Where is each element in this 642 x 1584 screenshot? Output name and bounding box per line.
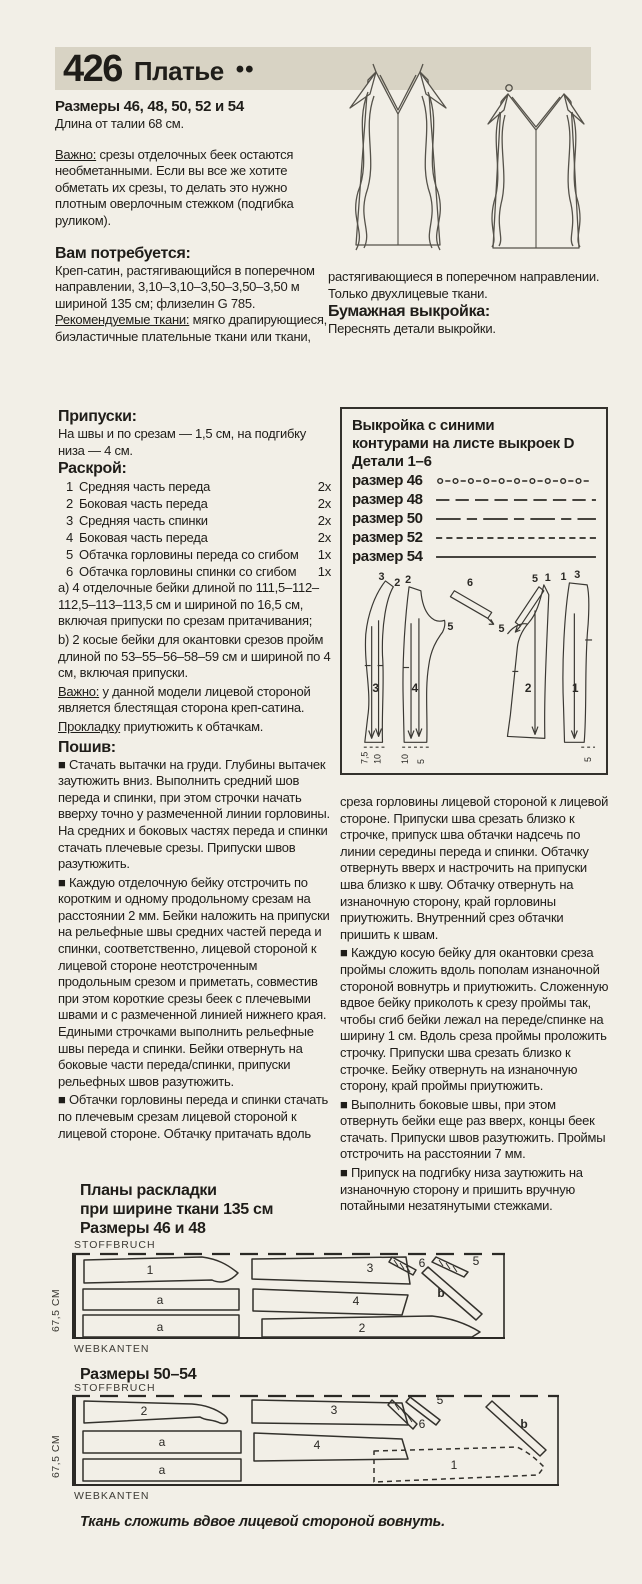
cut-item-qty: 1x [317, 564, 331, 580]
piece-number: 1 [572, 681, 579, 696]
layout-piece-label: 1 [146, 1263, 154, 1277]
size-label: размер 48 [352, 491, 423, 508]
layout-piece-label: a [158, 1435, 166, 1449]
important-label: Важно: [55, 146, 97, 162]
layout-piece-label: 2 [140, 1404, 148, 1418]
pattern-number: 426 [63, 47, 122, 90]
sewing-step: ■ Стачать вытачки на груди. Глубины вытачек заутюжить вниз. Выполнить средний шов переда и спинки, при этом строчки начать вверху точно у размеченной линии горловины. На средних и боковых частях переда и спинки стачать плечевые срезы. Припуски швов разутюжить. [58, 756, 330, 872]
size-legend-row [352, 509, 598, 528]
layouts-subtitle: при ширине ткани 135 см [80, 1201, 274, 1218]
size-48-linestyle-icon [434, 494, 598, 506]
fabric-width-label: 67,5 CM [50, 1434, 62, 1478]
neck-facing-label: 5 [447, 621, 454, 634]
size-46-linestyle-icon [434, 475, 598, 487]
cut-item-qty: 2x [317, 479, 331, 495]
fabrics-text: мягко драпирующиеся, биэластичные плательные ткани или ткани, [55, 312, 328, 344]
pattern-sheet-title: Выкройка с синими [352, 417, 495, 434]
size-legend-row [352, 471, 598, 490]
sewing-step: ■ Обтачки горловины переда и спинки стачать по плечевым срезам лицевой стороной к лицевой стороне. Обтачку притачать вдоль [58, 1092, 329, 1141]
piece-top-label: 3 [378, 570, 385, 583]
size-label: размер 50 [352, 510, 423, 527]
size-52-linestyle-icon [434, 532, 598, 544]
plan1-sizes: Размеры 46 и 48 [80, 1220, 206, 1237]
sewing-step: ■ Каждую косую бейку для окантовки среза проймы сложить вдоль пополам изнаночной стороной вовнутрь и приутюжить. Сложенную вдвое бейку приколоть к срезу проймы так, чтобы сгиб бейки лежал на переде/спинке на ширину 1 см. Вдоль среза проймы проложить строчку. Припуски шва срезать близко к строчке. Бейку отвернуть на изнаночную сторону, край проймы приутюжить. [340, 945, 609, 1094]
layout-piece-label: a [156, 1320, 164, 1334]
sewing-step: ■ Выполнить боковые швы, при этом отвернуть бейки еще раз вверх, концы беек стачать. Припуски швов разутюжить. Проймы отстрочить на расстоянии 7 мм. [340, 1096, 606, 1162]
plan2-sizes: Размеры 50–54 [80, 1366, 197, 1383]
cut-item-name: Обтачка горловины спинки со сгибом [79, 564, 297, 580]
cut-item-name: Боковая часть переда [79, 530, 208, 546]
fabric-width-label: 67,5 CM [50, 1288, 62, 1332]
fold-edge-label: STOFFBRUCH [74, 1382, 156, 1394]
hem-measure-label: 10 [400, 754, 411, 764]
pattern-pieces-diagram [352, 569, 598, 773]
piece-number: 4 [411, 681, 419, 696]
cut-item-name: Средняя часть спинки [79, 513, 208, 529]
cut-list-row [58, 512, 331, 529]
important-text: срезы отделочных беек остаются необметанными. Если вы все же хотите обметать их срезы, то делать это нужно плотным оверлочным стежком (подгибка руликом). [55, 146, 294, 228]
piece-top-label: 2 [394, 576, 401, 589]
cut-item-number: 4 [66, 530, 73, 546]
size-label: размер 52 [352, 529, 423, 546]
important-label: Важно: [58, 683, 100, 699]
selvage-label: WEBKANTEN [74, 1343, 150, 1355]
size-54-linestyle-icon [434, 551, 598, 563]
layout-piece-label: 6 [418, 1256, 426, 1270]
strip-6-label: 6 [467, 576, 474, 589]
instructions-right-column [340, 794, 611, 1217]
fabric-fold-note: Ткань сложить вдвое лицевой стороной вовнуть. [80, 1514, 445, 1530]
cut-item-qty: 2x [317, 530, 331, 546]
layout-piece-label: 1 [450, 1458, 458, 1472]
layout-piece-label: 5 [436, 1394, 444, 1407]
bias-note-a: a) 4 отделочные бейки длиной по 111,5–112–112,5–113–113,5 см и шириной по 16,5 см, включая припуски по срезам притачивания; [58, 580, 319, 629]
fabrics-continued: растягивающиеся в поперечном направлении. Только двухлицевые ткани. [328, 269, 600, 301]
allowances-heading: Припуски: [58, 408, 137, 425]
sewing-step: среза горловины лицевой стороной к лицевой стороне. Припуски шва срезать близко к строчке, припуск шва обтачки надсечь по линии середины переда и спинки. Обтачку отвернуть вверх и настрочить на припуски шва близко к шву. Обтачку отвернуть на изнаночную сторону, край горловины приутюжить. Внутренний срез обтачки пришить к швам. [340, 794, 609, 942]
piece-number: 3 [372, 681, 379, 696]
layout-piece-label: 2 [358, 1321, 366, 1335]
interfacing-note [58, 719, 331, 736]
layout-piece-label: 3 [330, 1403, 338, 1417]
sewing-step: ■ Каждую отделочную бейку отстрочить по коротким и одному продольному срезам на расстоянии 2 мм. Бейки наложить на припуски на рельефные швы средних частей переда и спинки, соответственно, лицевой стороной к лицевой стороне неотстроченным продольным срезом и приметать, совместив при этом короткие срезы беек с плечевыми швами и с размеченной линией нижнего края. Едиными строчками выполнить рельефные швы переда и спинки. Бейки отвернуть на боковые части переда/спинки, припуски рельефных швов разутюжить. [58, 874, 330, 1089]
hem-measure-label: 10 [372, 754, 383, 764]
cut-list-row [58, 546, 331, 563]
materials-text: Креп-сатин, растягивающийся в поперечном направлении, 3,10–3,10–3,50–3,50–3,50 м шириной 135 см; флизелин G 785. [55, 262, 315, 311]
neck-facing-label: 5 [498, 623, 505, 636]
cut-list-row [58, 495, 331, 512]
materials-heading: Вам потребуется: [55, 244, 191, 262]
cutting-heading: Раскрой: [58, 460, 127, 478]
paper-pattern-heading: Бумажная выкройка: [328, 303, 490, 321]
materials-continued-column [328, 269, 612, 338]
strip-5-label: 5 [531, 572, 539, 585]
cutting-important-note [58, 684, 331, 717]
piece-top-label: 3 [574, 569, 581, 581]
layout-piece-label: 5 [472, 1254, 480, 1268]
layout-piece-label: 4 [313, 1438, 321, 1452]
layouts-title: Планы раскладки [80, 1182, 217, 1199]
pattern-title: Платье [133, 55, 224, 86]
cut-item-qty: 2x [317, 513, 331, 529]
piece-top-label: 1 [560, 570, 567, 583]
cut-item-qty: 1x [317, 547, 331, 563]
selvage-label: WEBKANTEN [74, 1490, 150, 1502]
paper-pattern-text: Переснять детали выкройки. [328, 321, 496, 337]
pattern-sheet-box [340, 407, 608, 775]
layout-piece-label: 3 [366, 1261, 374, 1275]
cut-list-row [58, 563, 331, 580]
size-50-linestyle-icon [434, 513, 598, 525]
sizes-line: Размеры 46, 48, 50, 52 и 54 [55, 98, 244, 115]
cutting-layout-plan2 [72, 1394, 559, 1487]
size-label: размер 54 [352, 548, 423, 565]
fold-edge-label: STOFFBRUCH [74, 1239, 156, 1251]
cut-item-name: Средняя часть переда [79, 479, 211, 495]
size-legend-row [352, 490, 598, 509]
size-legend-row [352, 547, 598, 566]
piece-top-label: 1 [544, 571, 551, 584]
hem-measure-label: 7,5 [359, 751, 370, 764]
interfacing-label: Прокладку [58, 718, 121, 734]
layout-piece-label: 4 [352, 1294, 360, 1308]
fabrics-label: Рекомендуемые ткани: [55, 312, 190, 328]
cutting-layout-plan1 [72, 1252, 505, 1340]
hem-measure-label: 5 [415, 759, 426, 764]
pattern-sheet-details: Детали 1–6 [352, 453, 432, 470]
hem-measure-label: 5 [583, 757, 594, 762]
cut-item-number: 3 [66, 513, 73, 529]
layouts-heading [80, 1181, 273, 1238]
piece-number: 2 [524, 681, 532, 696]
cut-item-number: 5 [66, 547, 73, 563]
allowances-text: На швы и по срезам — 1,5 см, на подгибку низа — 4 см. [58, 426, 307, 458]
layout-piece-label: b [437, 1286, 445, 1300]
layout-piece-label: a [156, 1293, 164, 1307]
layout-piece-label: 6 [418, 1417, 426, 1431]
sewing-heading: Пошив: [58, 738, 116, 756]
layout-piece-label: a [158, 1463, 166, 1477]
layout-piece-label: b [520, 1417, 528, 1431]
bias-note-b: b) 2 косые бейки для окантовки срезов пройм длиной по 53–55–56–58–59 см и шириной по 4 см, включая припуски. [58, 631, 331, 681]
length-line: Длина от талии 68 см. [55, 116, 184, 131]
pattern-sheet-title-2: контурами на листе выкроек D [352, 435, 575, 452]
cut-item-name: Боковая часть переда [79, 496, 208, 512]
difficulty-dots-icon: •• [235, 55, 255, 83]
cut-item-name: Обтачка горловины переда со сгибом [79, 547, 299, 563]
cut-item-number: 2 [66, 496, 73, 512]
intro-column [55, 98, 328, 346]
piece-top-label: 2 [405, 573, 412, 586]
important-note [55, 147, 328, 230]
instructions-left-column [58, 407, 331, 1144]
size-legend-row [352, 528, 598, 547]
cut-item-number: 1 [66, 479, 73, 495]
cut-item-qty: 2x [317, 496, 331, 512]
dress-technical-sketch [326, 42, 622, 268]
cut-list-row [58, 478, 331, 495]
fabrics-note [55, 312, 328, 345]
important-text: у данной модели лицевой стороной является блестящая сторона креп-сатина. [58, 683, 311, 716]
interfacing-text: приутюжить к обтачкам. [120, 718, 264, 734]
pattern-pieces-svg [352, 569, 596, 768]
cut-list-row [58, 529, 331, 546]
sewing-step: ■ Припуск на подгибку низа заутюжить на изнаночную сторону и пришить вручную потайными незатянутыми стежками. [340, 1165, 583, 1214]
size-label: размер 46 [352, 472, 423, 489]
cut-item-number: 6 [66, 564, 73, 580]
